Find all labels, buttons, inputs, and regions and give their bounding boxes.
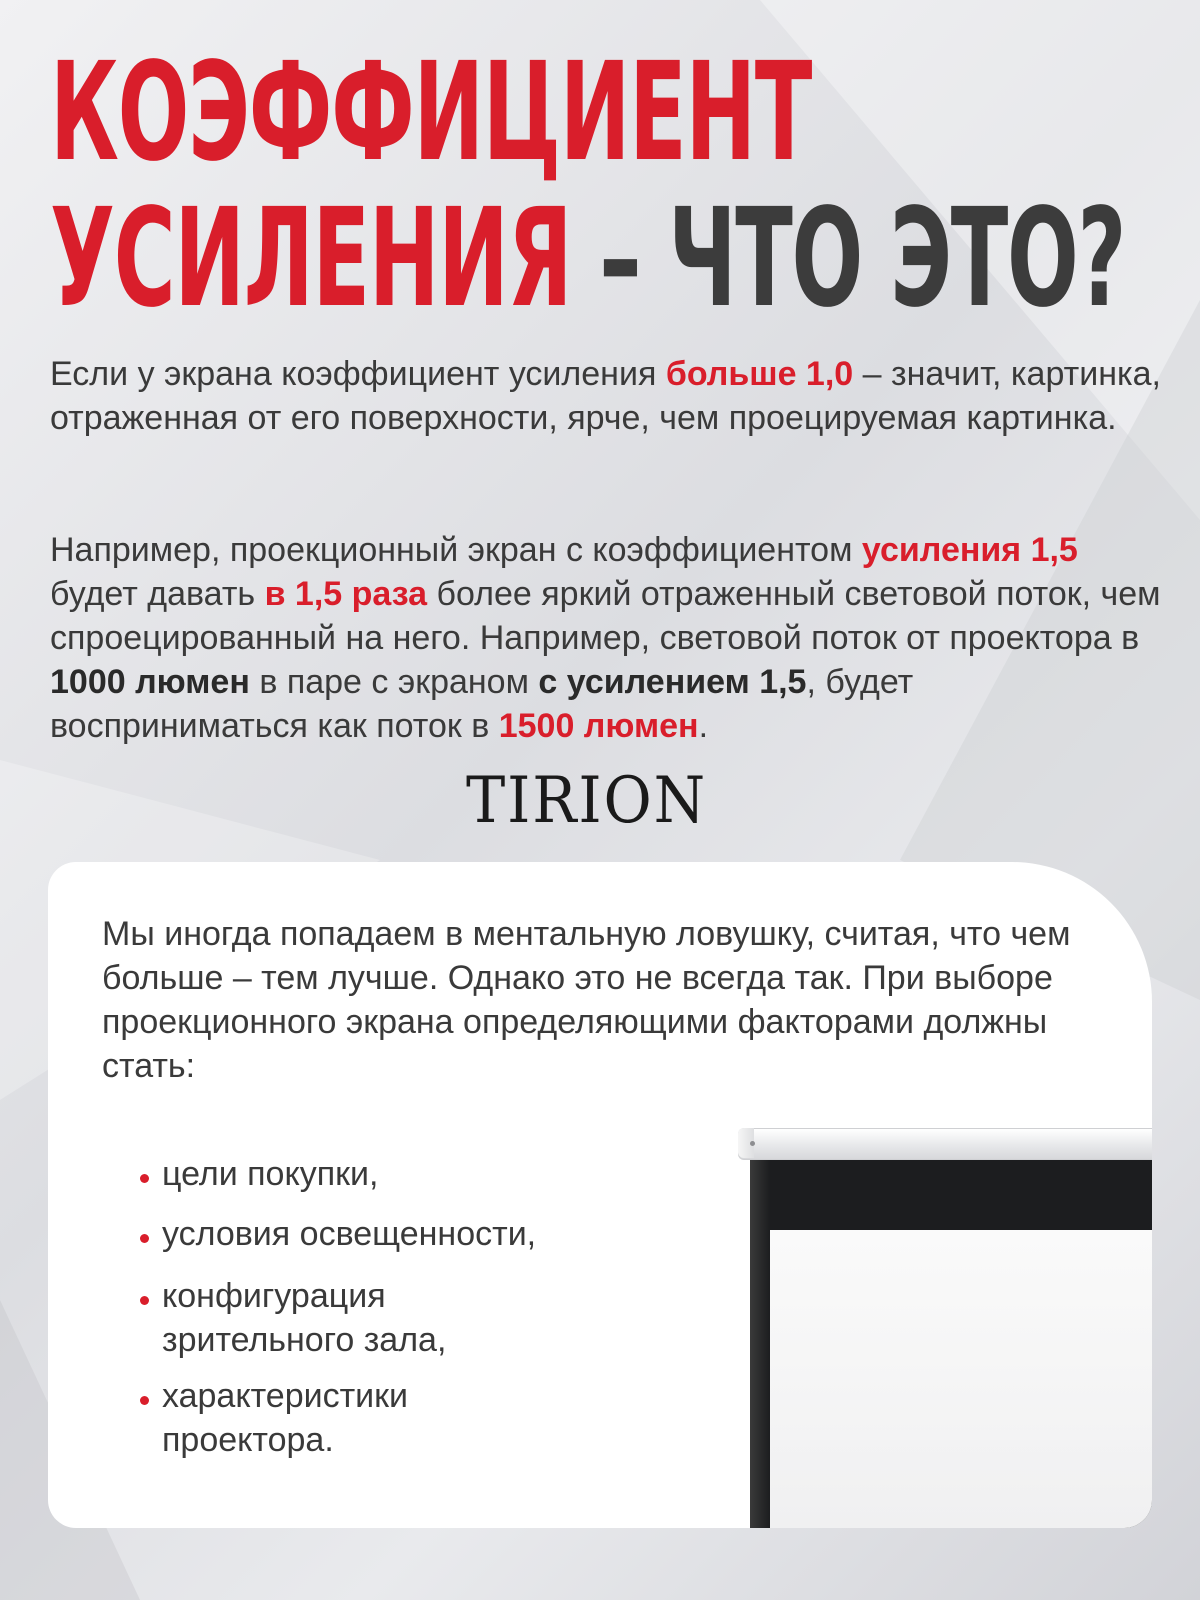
- screen-white-surface: [770, 1230, 1152, 1528]
- list-item: [106, 1274, 462, 1362]
- p2-text-2: будет давать: [50, 575, 265, 613]
- p2-text-5: , будет восприниматься как поток в: [50, 663, 914, 745]
- gain-definition-paragraph: [50, 352, 1170, 440]
- bullet-dot-icon: [140, 1396, 149, 1405]
- list-item-label: условия освещенности,: [162, 1215, 537, 1253]
- brand-logo: TIRION: [466, 764, 707, 838]
- list-item-label: характеристики проектора.: [162, 1377, 409, 1459]
- title-line-2-red: УСИЛЕНИЯ: [50, 180, 572, 338]
- p2-highlight-result: 1500 люмен: [498, 707, 699, 745]
- p2-bold-gain: с усилением 1,5: [538, 663, 807, 701]
- p2-text-6: .: [698, 707, 709, 745]
- gain-example-paragraph: [50, 528, 1170, 748]
- p2-bold-lumens: 1000 люмен: [50, 663, 250, 701]
- p2-text-1: Например, проекционный экран с коэффициентом: [50, 531, 862, 569]
- p1-text-2: – значит, картинка, отраженная от его поверхности, ярче, чем проецируемая картинка.: [50, 355, 1161, 437]
- title-line-1: КОЭФФИЦИЕНТ: [50, 34, 812, 192]
- list-item-label: конфигурация зрительного зала,: [162, 1277, 447, 1359]
- card-intro-text: Мы иногда попадаем в ментальную ловушку, считая, что чем больше – тем лучше. Однако это не всегда так. При выборе проекционного экрана определяющими факторами должны стать:: [102, 915, 1071, 1085]
- p1-highlight-gain: больше 1,0: [665, 355, 854, 393]
- list-item: [106, 1374, 482, 1462]
- p1-text-1: Если у экрана коэффициент усиления: [50, 355, 666, 393]
- screen-housing: [738, 1128, 1152, 1160]
- bullet-dot-icon: [140, 1234, 149, 1243]
- bullet-dot-icon: [140, 1296, 149, 1305]
- screen-knob-icon: [750, 1141, 755, 1146]
- p2-text-3: более яркий отраженный световой поток, чем спроецированный на него. Например, световой поток от проектора в: [50, 575, 1161, 657]
- list-item: [106, 1152, 642, 1196]
- list-item-label: цели покупки,: [162, 1155, 379, 1193]
- list-item: [106, 1212, 642, 1256]
- p2-highlight-ratio: в 1,5 раза: [264, 575, 428, 613]
- title-line-2-dark: – ЧТО ЭТО?: [571, 180, 1126, 338]
- page-title: [50, 34, 1126, 338]
- bullet-dot-icon: [140, 1174, 149, 1183]
- p2-text-4: в паре с экраном: [249, 663, 539, 701]
- info-card: [48, 862, 1152, 1528]
- screen-end-cap: [738, 1128, 754, 1158]
- projection-screen-image: [692, 1128, 1152, 1528]
- p2-highlight-gain: усиления 1,5: [861, 531, 1078, 569]
